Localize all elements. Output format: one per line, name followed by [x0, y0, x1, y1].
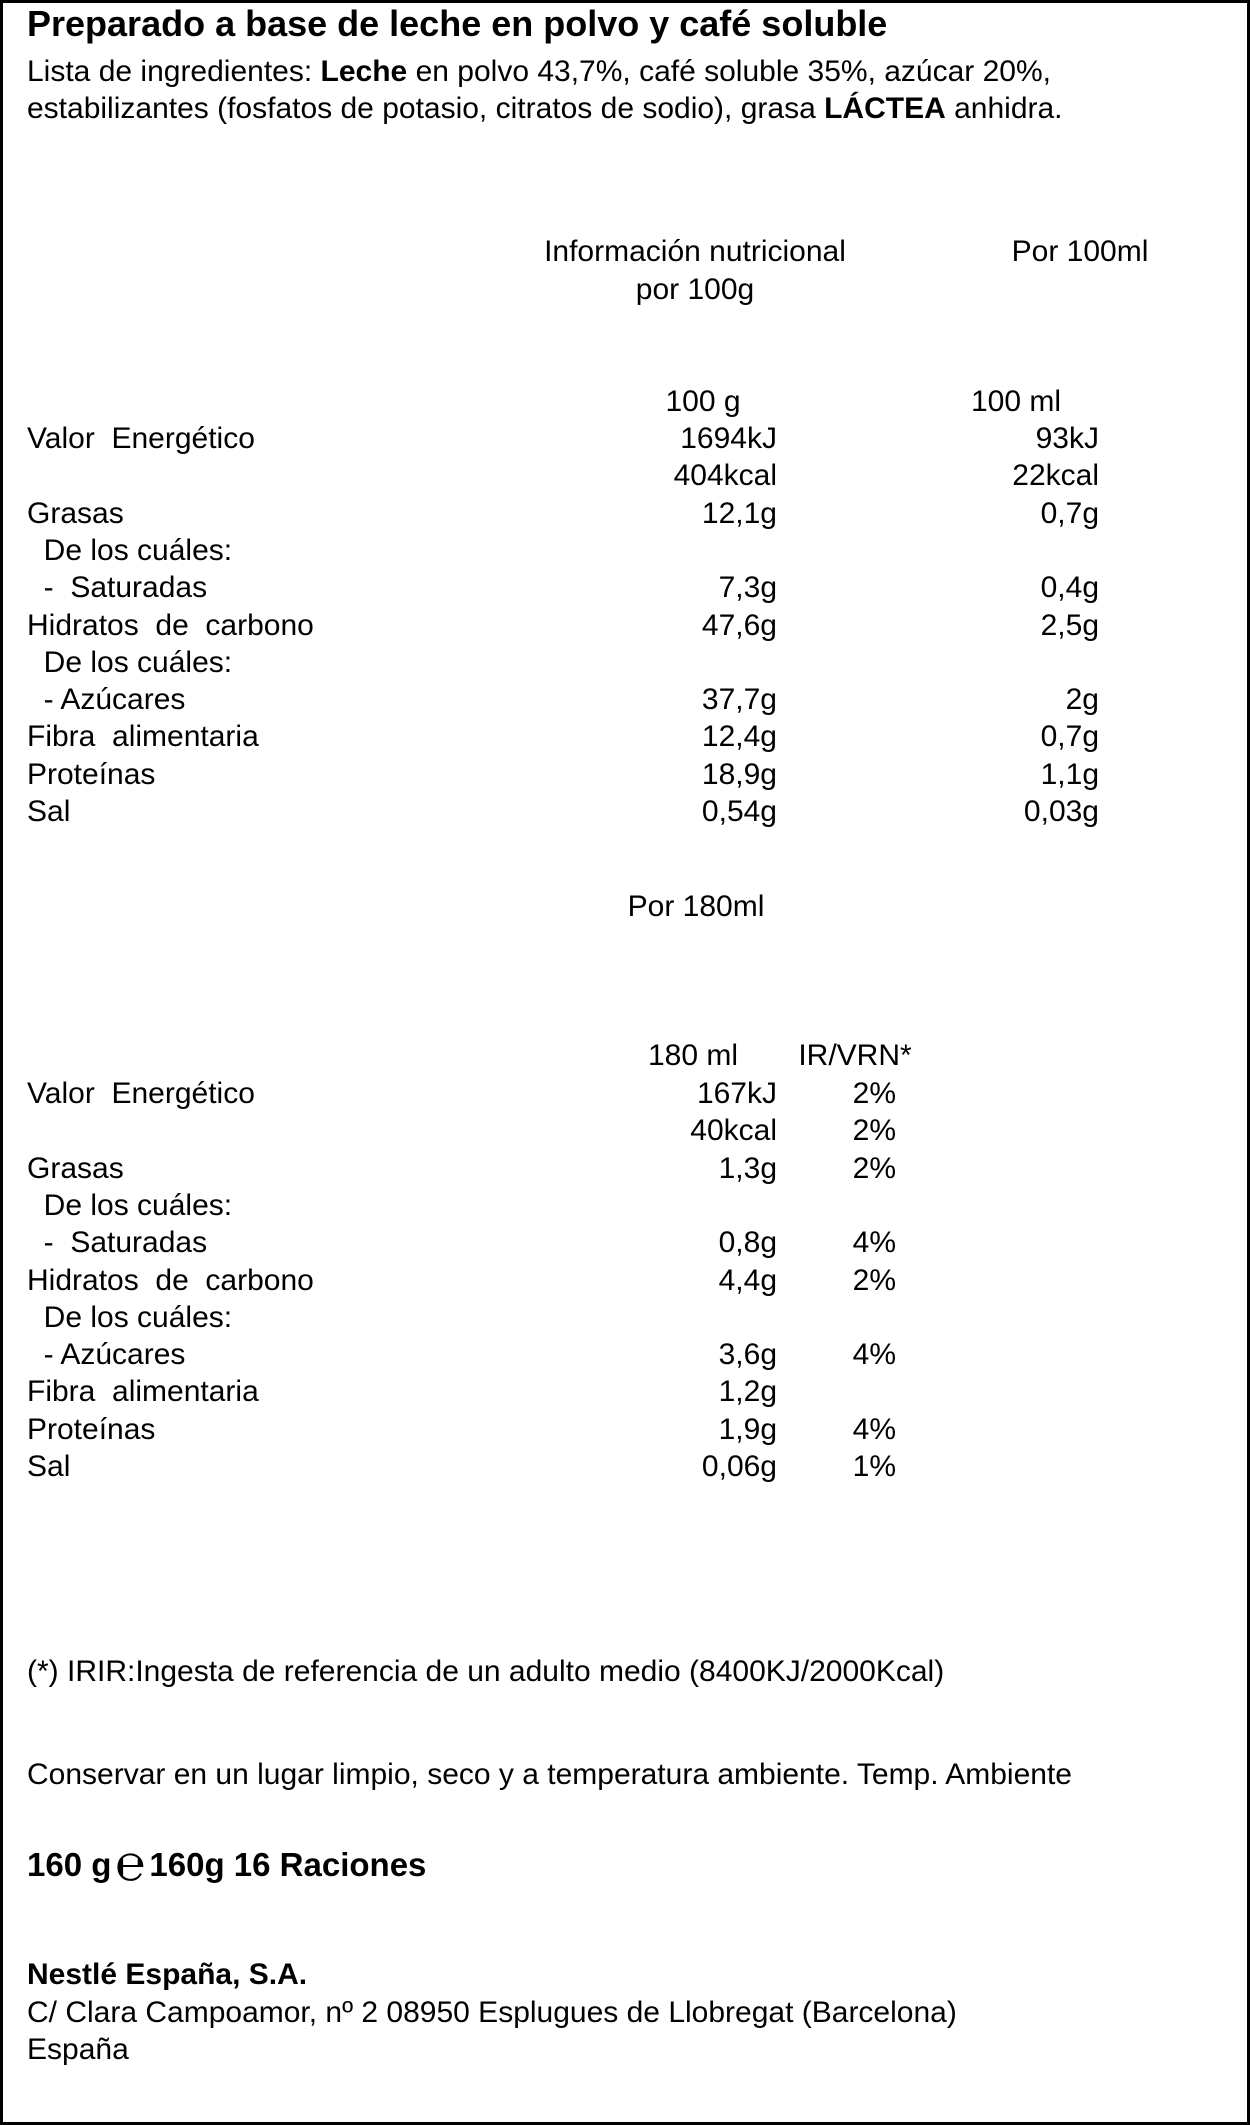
- row-label: De los cuáles:: [27, 645, 233, 679]
- product-title: Preparado a base de leche en polvo y café soluble: [27, 3, 888, 44]
- row-value-col1: 1694kJ: [680, 422, 777, 455]
- net-weight-line: [27, 1835, 427, 1891]
- row-value-col1: 1,2g: [718, 1375, 777, 1409]
- row-value-col1: 7,3g: [718, 571, 777, 605]
- row-value-col2: 1,1g: [1040, 757, 1099, 791]
- table2-head: Por 180ml: [627, 890, 765, 923]
- row-value-col1: 1,3g: [718, 1151, 777, 1185]
- row-value-col2: 2%: [852, 1114, 896, 1148]
- row-label: De los cuáles:: [27, 1188, 233, 1222]
- row-value-col2: 2%: [852, 1077, 896, 1110]
- company-address: C/ Clara Campoamor, nº 2 08950 Esplugues de Llobregat (Barcelona): [27, 1996, 957, 2029]
- row-value-col2: 2,5g: [1040, 608, 1099, 642]
- row-value-col1: 40kcal: [690, 1114, 777, 1148]
- table2-unit-col1: 180 ml: [647, 1039, 739, 1072]
- row-value-col1: 1,9g: [718, 1412, 777, 1446]
- row-value-col1: 12,4g: [701, 720, 777, 754]
- row-label: Grasas: [27, 496, 124, 530]
- row-value-col2: 0,4g: [1040, 571, 1099, 605]
- net-weight: 160 g: [27, 1846, 112, 1883]
- row-label: - Azúcares: [27, 683, 186, 717]
- row-label: Grasas: [27, 1151, 124, 1185]
- table1-head-col1-line2: por 100g: [635, 273, 755, 306]
- net-portions: 160g 16 Raciones: [149, 1846, 427, 1883]
- footnote: (*) IRIR:Ingesta de referencia de un adulto medio (8400KJ/2000Kcal): [27, 1655, 945, 1688]
- row-value-col2: 2g: [1065, 683, 1099, 717]
- row-value-col1: 0,54g: [701, 795, 777, 828]
- row-value-col2: 0,7g: [1040, 720, 1099, 754]
- row-value-col1: 167kJ: [696, 1077, 777, 1110]
- storage-instructions: Conservar en un lugar limpio, seco y a temperatura ambiente. Temp. Ambiente: [27, 1758, 1072, 1791]
- row-value-col1: 4,4g: [718, 1263, 777, 1297]
- row-value-col1: 0,8g: [718, 1226, 777, 1260]
- row-label: De los cuáles:: [27, 533, 233, 567]
- row-value-col2: 93kJ: [1035, 422, 1099, 455]
- row-label: Valor Energético: [27, 422, 255, 455]
- table1-head-col1-line1: Información nutricional: [544, 235, 846, 268]
- row-value-col1: 18,9g: [701, 757, 777, 791]
- row-value-col2: 2%: [852, 1263, 896, 1297]
- row-value-col1: 37,7g: [701, 683, 777, 717]
- row-value-col2: 22kcal: [1012, 459, 1099, 493]
- row-label: Proteínas: [27, 1412, 156, 1446]
- row-label: - Azúcares: [27, 1338, 186, 1372]
- row-label: Hidratos de carbono: [27, 1263, 314, 1297]
- company-country: España: [27, 2033, 129, 2066]
- row-value-col2: 4%: [852, 1226, 896, 1260]
- table1-unit-col2: 100 ml: [970, 385, 1062, 418]
- row-value-col1: 47,6g: [701, 608, 777, 642]
- row-value-col2: 1%: [852, 1450, 896, 1483]
- table2-unit-col2: IR/VRN*: [798, 1039, 912, 1072]
- table1-head-col2: Por 100ml: [1011, 235, 1149, 268]
- row-label: De los cuáles:: [27, 1300, 233, 1334]
- row-label: Sal: [27, 1450, 71, 1483]
- row-value-col2: 0,7g: [1040, 496, 1099, 530]
- row-value-col1: 12,1g: [701, 496, 777, 530]
- row-value-col1: 404kcal: [673, 459, 777, 493]
- table1-unit-col1: 100 g: [665, 385, 741, 418]
- row-label: Hidratos de carbono: [27, 608, 314, 642]
- row-value-col2: 4%: [852, 1412, 896, 1446]
- row-label: Valor Energético: [27, 1077, 255, 1110]
- row-label: - Saturadas: [27, 1226, 208, 1260]
- row-label: Fibra alimentaria: [27, 720, 259, 754]
- row-value-col2: 0,03g: [1023, 795, 1099, 828]
- company-name: Nestlé España, S.A.: [27, 1958, 308, 1991]
- estimated-sign-icon: ℮: [115, 1835, 146, 1891]
- row-value-col2: 2%: [852, 1151, 896, 1185]
- ingredients-line-1: Lista de ingredientes: Leche en polvo 43,7%, café soluble 35%, azúcar 20%,: [27, 55, 1051, 88]
- row-label: Fibra alimentaria: [27, 1375, 259, 1409]
- row-value-col1: 0,06g: [701, 1450, 777, 1483]
- row-value-col1: 3,6g: [718, 1338, 777, 1372]
- row-value-col2: 4%: [852, 1338, 896, 1372]
- row-label: Sal: [27, 795, 71, 828]
- row-label: - Saturadas: [27, 571, 208, 605]
- ingredients-line-2: estabilizantes (fosfatos de potasio, citratos de sodio), grasa LÁCTEA anhidra.: [27, 92, 1063, 125]
- row-label: Proteínas: [27, 757, 156, 791]
